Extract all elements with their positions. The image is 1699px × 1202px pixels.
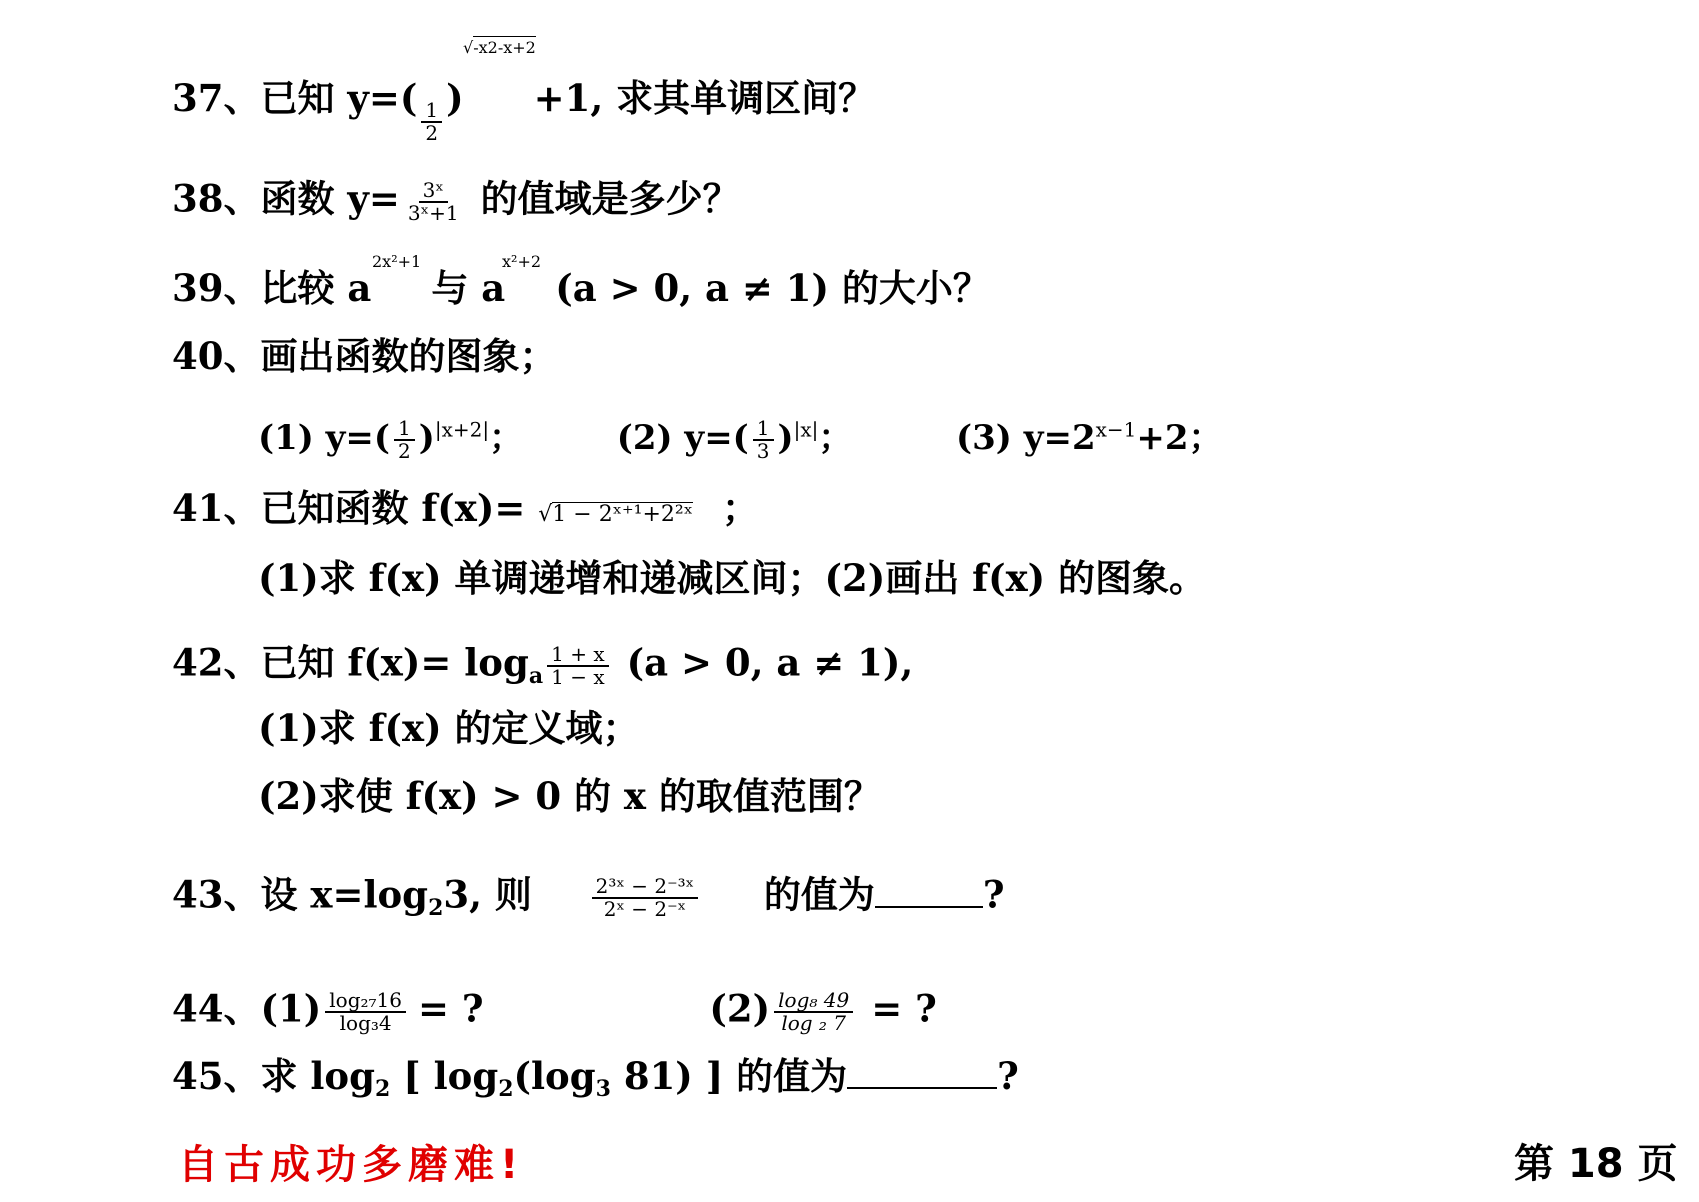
q-number: 43、 bbox=[172, 872, 261, 917]
exponent: |x+2| bbox=[434, 417, 490, 442]
question-44 bbox=[172, 986, 937, 1035]
question-38 bbox=[172, 176, 740, 225]
denominator: 2ˣ − 2⁻ˣ bbox=[603, 897, 687, 921]
question-40-parts: (1) y=( $\frac{1}{2}$ )$^{|x+2|}$； (2) y=( $\frac{1}{3}$ )$^{|x|}$； (3) $y=2^{x-1}+2$； bbox=[258, 416, 1223, 463]
denominator: log ₂ 7 bbox=[781, 1011, 847, 1035]
q-text: 设 x=log bbox=[260, 872, 429, 917]
q-text: (a > 0, a ≠ 1), bbox=[626, 640, 914, 685]
fraction bbox=[394, 418, 415, 462]
question-41-subparts: (1)求 f(x) 单调递增和递减区间；(2)画出 f(x) 的图象。 bbox=[258, 556, 1207, 600]
q-text: = ? bbox=[418, 986, 484, 1031]
exponent: √-x2-x+2 bbox=[463, 38, 536, 57]
part-3: (3) y=2 bbox=[956, 418, 1096, 458]
question-42-part-2: (2)求使 f(x) > 0 的 x 的取值范围？ bbox=[258, 774, 881, 818]
log-base: 3 bbox=[595, 1076, 611, 1102]
fraction bbox=[421, 100, 442, 144]
q-number: 41、 bbox=[172, 486, 261, 530]
denominator: 1 − x bbox=[551, 665, 605, 689]
part-2: (2) y=( bbox=[616, 418, 749, 458]
fraction bbox=[325, 990, 406, 1034]
q-text: ； bbox=[489, 418, 524, 458]
q-text: 与 a bbox=[431, 266, 506, 310]
numerator: 1 bbox=[421, 100, 442, 123]
q-text: (log bbox=[513, 1054, 596, 1098]
q-text: +1, 求其单调区间？ bbox=[533, 76, 876, 120]
q-number: 39、 bbox=[172, 266, 261, 310]
q-number: 44、 bbox=[172, 986, 261, 1031]
numerator: 1 bbox=[394, 418, 415, 441]
q-text: ? bbox=[997, 1054, 1019, 1098]
log-base: 2 bbox=[375, 1076, 391, 1102]
log-base: 2 bbox=[428, 894, 444, 921]
fraction bbox=[753, 418, 774, 462]
q-text: 81) ] 的值为 bbox=[610, 1054, 848, 1098]
page-number: 第 18 页 bbox=[1514, 1141, 1678, 1187]
exponent: x−1 bbox=[1095, 417, 1137, 442]
q-text: +2； bbox=[1136, 418, 1223, 458]
q-number: 45、 bbox=[172, 1054, 261, 1098]
q-text: 比较 a bbox=[260, 266, 372, 310]
fraction bbox=[404, 180, 463, 224]
q-text: 的值为 bbox=[763, 872, 875, 917]
numerator: 3ˣ bbox=[419, 180, 448, 203]
q-text: 3, 则 bbox=[443, 872, 532, 917]
question-43 bbox=[172, 872, 1005, 921]
fraction bbox=[547, 644, 608, 688]
log-base: 2 bbox=[498, 1076, 514, 1102]
part-1: (1) bbox=[260, 986, 322, 1031]
answer-blank bbox=[875, 906, 983, 908]
numerator: 1 bbox=[753, 418, 774, 441]
exponent: 2x²+1 bbox=[372, 252, 422, 271]
denominator: log₃4 bbox=[339, 1011, 392, 1035]
numerator: 1 + x bbox=[547, 644, 608, 667]
denominator: 3ˣ+1 bbox=[407, 201, 459, 225]
q-text: 已知 y=( bbox=[260, 76, 418, 120]
q-text: = ? bbox=[871, 986, 937, 1031]
numerator: log₂₇16 bbox=[325, 990, 406, 1013]
fraction bbox=[774, 990, 853, 1034]
q-text: (a > 0, a ≠ 1) 的大小？ bbox=[555, 266, 990, 310]
question-45 bbox=[172, 1054, 1019, 1102]
denominator: 2 bbox=[425, 121, 439, 145]
question-40 bbox=[172, 334, 557, 378]
q-text: ? bbox=[982, 872, 1005, 917]
question-39 bbox=[172, 266, 990, 310]
q-number: 38、 bbox=[172, 176, 261, 221]
q-text: 函数 y= bbox=[260, 176, 400, 221]
exponent: |x| bbox=[793, 417, 819, 442]
part-1: (1) y=( bbox=[258, 418, 390, 458]
radicand: 1 − 2ˣ⁺¹+2²ˣ bbox=[552, 502, 694, 527]
motto: 自古成功多磨难! bbox=[178, 1142, 525, 1188]
answer-blank bbox=[847, 1087, 997, 1089]
q-number: 42、 bbox=[172, 640, 261, 685]
question-37: 37、已知 y=( $\frac{1}{2}$ ) +1, 求其单调区间？ bbox=[172, 76, 876, 145]
log-base: a bbox=[528, 662, 544, 689]
fraction bbox=[592, 876, 698, 920]
part-2: (2) bbox=[709, 986, 771, 1031]
q-text: 画出函数的图象； bbox=[260, 334, 557, 378]
q-text: 求 log bbox=[260, 1054, 375, 1098]
q-text: ； bbox=[721, 486, 759, 530]
denominator: 2 bbox=[398, 439, 411, 463]
question-42 bbox=[172, 640, 914, 689]
q-text: ； bbox=[818, 418, 853, 458]
denominator: 3 bbox=[756, 439, 770, 463]
q-text: 已知 f(x)= log bbox=[260, 640, 529, 685]
q-text: 已知函数 f(x)= bbox=[260, 486, 526, 530]
q-number: 37、 bbox=[172, 76, 261, 120]
numerator: 2³ˣ − 2⁻³ˣ bbox=[592, 876, 698, 899]
q-number: 40、 bbox=[172, 334, 261, 378]
numerator: log₈ 49 bbox=[774, 990, 853, 1013]
exponent: x²+2 bbox=[502, 252, 542, 271]
q-text: [ log bbox=[390, 1054, 499, 1098]
radicand: -x2-x+2 bbox=[473, 38, 536, 57]
question-42-part-1: (1)求 f(x) 的定义域； bbox=[258, 706, 640, 750]
question-41: 41、已知函数 f(x)= √1 − 2ˣ⁺¹+2²ˣ ； bbox=[172, 486, 759, 530]
q-text: 的值域是多少？ bbox=[480, 176, 740, 221]
